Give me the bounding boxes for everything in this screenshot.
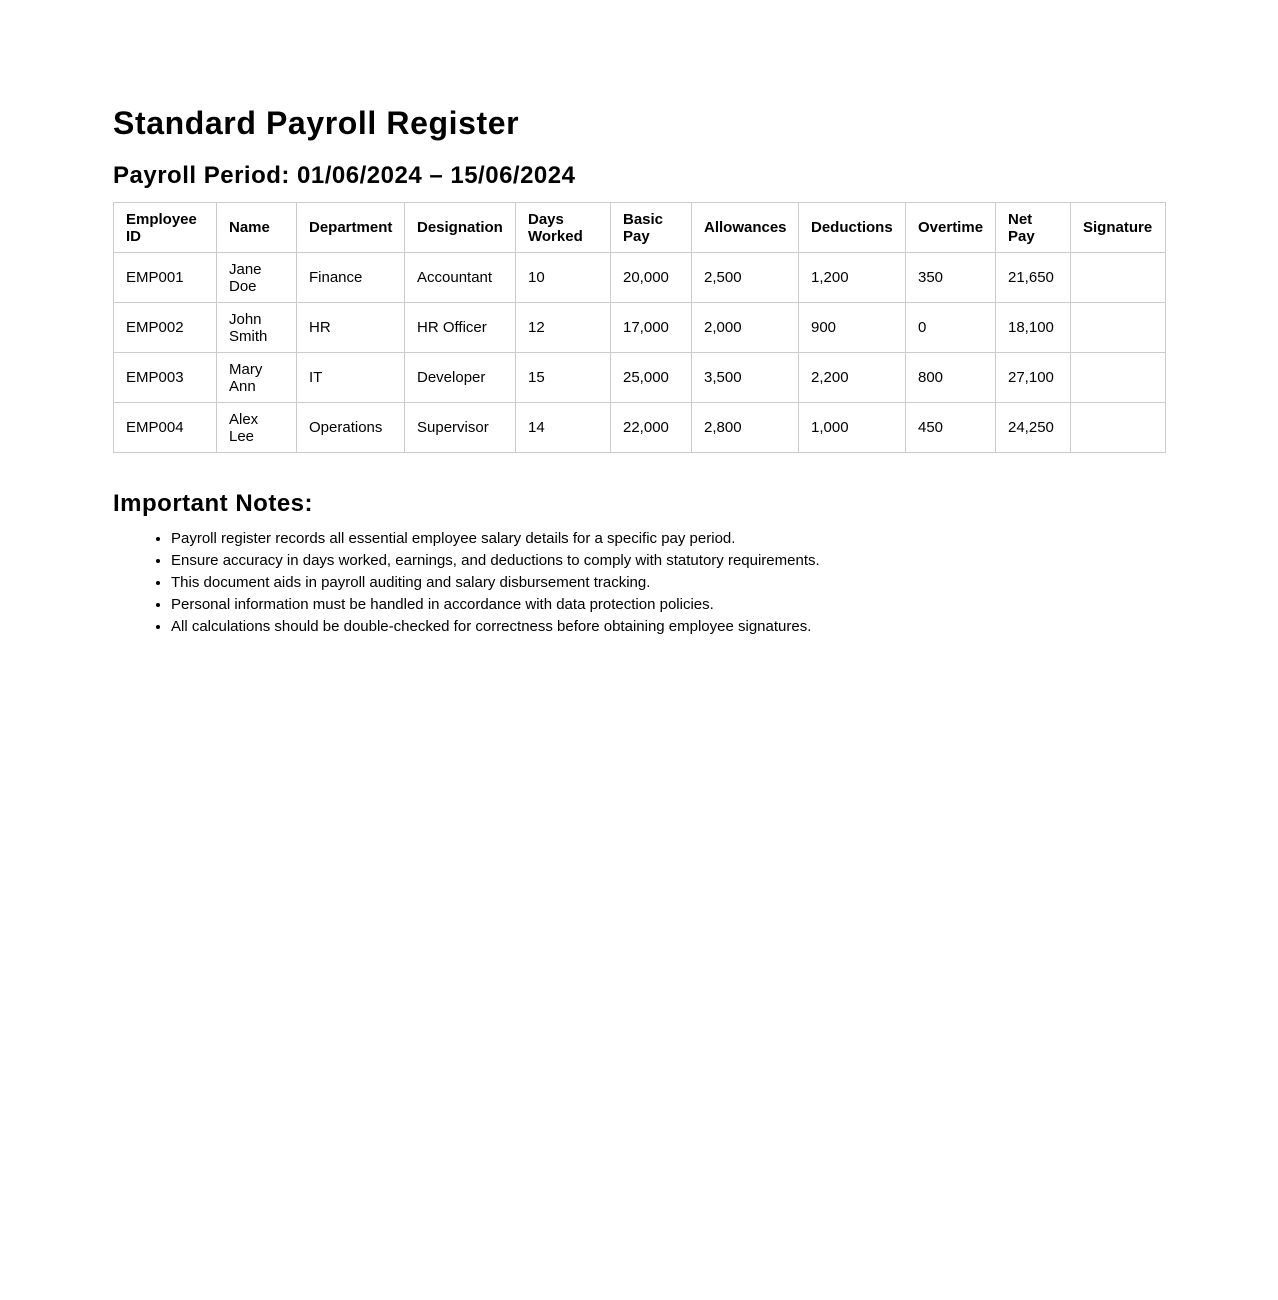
cell-deductions: 1,000	[799, 403, 906, 453]
header-name: Name	[217, 203, 297, 253]
cell-days-worked: 14	[516, 403, 611, 453]
cell-allowances: 2,000	[692, 303, 799, 353]
cell-department: Finance	[297, 253, 405, 303]
cell-name: Alex Lee	[217, 403, 297, 453]
cell-employee-id: EMP001	[114, 253, 217, 303]
cell-basic-pay: 25,000	[611, 353, 692, 403]
cell-designation: Accountant	[405, 253, 516, 303]
cell-net-pay: 27,100	[996, 353, 1071, 403]
cell-net-pay: 18,100	[996, 303, 1071, 353]
cell-basic-pay: 22,000	[611, 403, 692, 453]
header-signature: Signature	[1071, 203, 1166, 253]
header-days-worked: Days Worked	[516, 203, 611, 253]
cell-days-worked: 15	[516, 353, 611, 403]
header-allowances: Allowances	[692, 203, 799, 253]
cell-name: John Smith	[217, 303, 297, 353]
cell-name: Mary Ann	[217, 353, 297, 403]
cell-overtime: 800	[906, 353, 996, 403]
header-net-pay: Net Pay	[996, 203, 1071, 253]
cell-employee-id: EMP004	[114, 403, 217, 453]
header-department: Department	[297, 203, 405, 253]
cell-designation: Supervisor	[405, 403, 516, 453]
cell-deductions: 1,200	[799, 253, 906, 303]
list-item: • Ensure accuracy in days worked, earnings, and deductions to comply with statutory requirements.	[171, 550, 1165, 572]
header-deductions: Deductions	[799, 203, 906, 253]
table-row	[114, 403, 1166, 453]
cell-allowances: 3,500	[692, 353, 799, 403]
list-item: • Payroll register records all essential employee salary details for a specific pay period.	[171, 528, 1165, 550]
cell-deductions: 2,200	[799, 353, 906, 403]
cell-days-worked: 10	[516, 253, 611, 303]
cell-overtime: 350	[906, 253, 996, 303]
cell-signature[interactable]	[1071, 353, 1166, 403]
cell-overtime: 0	[906, 303, 996, 353]
cell-name: Jane Doe	[217, 253, 297, 303]
cell-basic-pay: 17,000	[611, 303, 692, 353]
table-row	[114, 303, 1166, 353]
cell-designation: HR Officer	[405, 303, 516, 353]
cell-net-pay: 24,250	[996, 403, 1071, 453]
table-header-row	[114, 203, 1166, 253]
table-row	[114, 253, 1166, 303]
notes-title: Important Notes:	[113, 490, 313, 517]
cell-employee-id: EMP002	[114, 303, 217, 353]
cell-overtime: 450	[906, 403, 996, 453]
cell-days-worked: 12	[516, 303, 611, 353]
cell-basic-pay: 20,000	[611, 253, 692, 303]
table-row	[114, 353, 1166, 403]
header-designation: Designation	[405, 203, 516, 253]
list-item: • This document aids in payroll auditing and salary disbursement tracking.	[171, 572, 1165, 594]
payroll-table	[113, 202, 1166, 453]
list-item: • Personal information must be handled in accordance with data protection policies.	[171, 594, 1165, 616]
notes-list	[113, 528, 1165, 638]
cell-signature[interactable]	[1071, 303, 1166, 353]
cell-employee-id: EMP003	[114, 353, 217, 403]
header-overtime: Overtime	[906, 203, 996, 253]
cell-department: HR	[297, 303, 405, 353]
payroll-period: Payroll Period: 01/06/2024 – 15/06/2024	[113, 162, 576, 189]
cell-department: Operations	[297, 403, 405, 453]
cell-designation: Developer	[405, 353, 516, 403]
cell-deductions: 900	[799, 303, 906, 353]
cell-signature[interactable]	[1071, 403, 1166, 453]
page-title: Standard Payroll Register	[113, 105, 520, 141]
cell-net-pay: 21,650	[996, 253, 1071, 303]
header-basic-pay: Basic Pay	[611, 203, 692, 253]
header-employee-id: Employee ID	[114, 203, 217, 253]
cell-signature[interactable]	[1071, 253, 1166, 303]
cell-allowances: 2,800	[692, 403, 799, 453]
cell-allowances: 2,500	[692, 253, 799, 303]
list-item: • All calculations should be double-checked for correctness before obtaining employee signatures.	[171, 616, 1165, 638]
cell-department: IT	[297, 353, 405, 403]
